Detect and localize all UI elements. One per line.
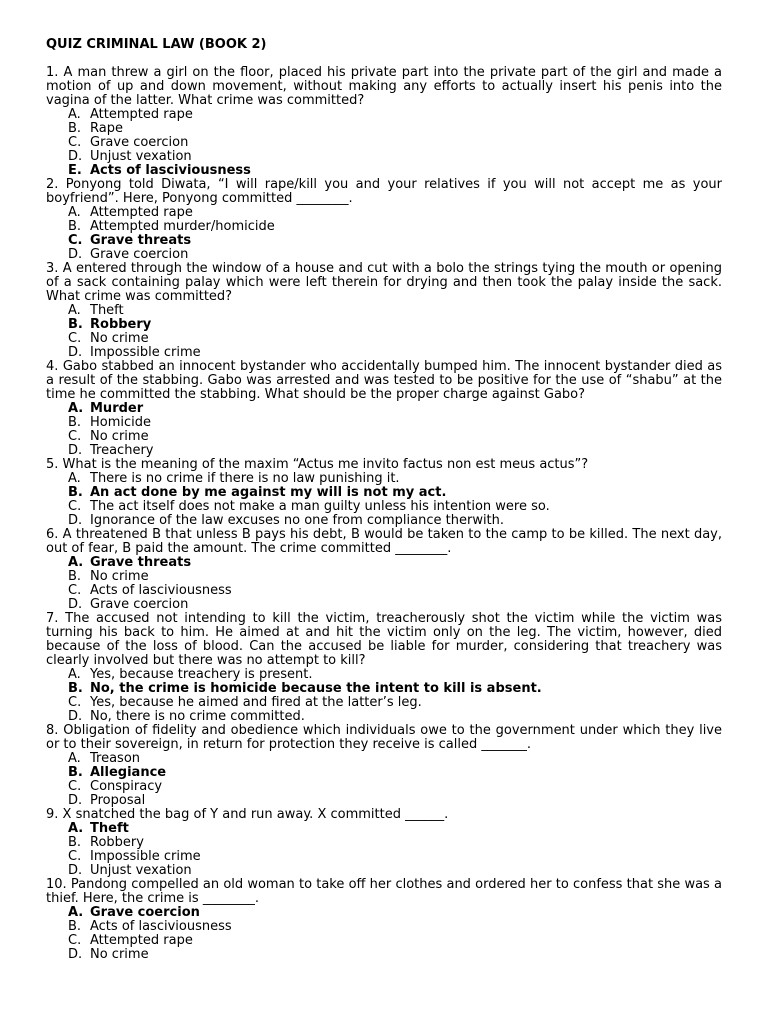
- answer-option-correct: [46, 234, 722, 248]
- answer-option: [46, 780, 722, 794]
- option-text: Acts of lasciviousness: [90, 163, 251, 178]
- answer-option: [46, 304, 722, 318]
- option-text: No crime: [90, 947, 149, 962]
- option-text: Attempted rape: [90, 205, 193, 220]
- option-letter: A.: [68, 905, 84, 920]
- option-text: Attempted rape: [90, 107, 193, 122]
- answer-option: [46, 220, 722, 234]
- option-text: Acts of lasciviousness: [90, 919, 232, 934]
- answer-options: [46, 556, 722, 612]
- answer-option: [46, 136, 722, 150]
- answer-option: [46, 948, 722, 962]
- answer-options: [46, 752, 722, 808]
- answer-options: [46, 304, 722, 360]
- option-text: Impossible crime: [90, 345, 201, 360]
- option-text: There is no crime if there is no law punishing it.: [90, 471, 400, 486]
- answer-options: [46, 472, 722, 528]
- answer-option: [46, 696, 722, 710]
- answer-option: [46, 108, 722, 122]
- option-letter: D.: [68, 513, 83, 528]
- answer-option: [46, 934, 722, 948]
- answer-options: [46, 668, 722, 724]
- option-letter: D.: [68, 443, 83, 458]
- option-text: Grave threats: [90, 233, 192, 248]
- option-text: Proposal: [90, 793, 146, 808]
- question-block: [46, 528, 722, 612]
- option-text: Grave coercion: [90, 597, 189, 612]
- option-letter: D.: [68, 247, 83, 262]
- question-block: [46, 66, 722, 178]
- question-block: [46, 808, 722, 878]
- answer-option-correct: [46, 486, 722, 500]
- option-text: Grave coercion: [90, 905, 200, 920]
- option-text: Grave coercion: [90, 247, 189, 262]
- option-letter: B.: [68, 219, 82, 234]
- answer-option-correct: [46, 164, 722, 178]
- answer-option: [46, 850, 722, 864]
- option-letter: B.: [68, 415, 82, 430]
- question-text: 3. A entered through the window of a house and cut with a bolo the strings tying the mouth or opening of a sack containing palay which were left therein for drying and then took the palay inside the sack. What crime was committed?: [46, 261, 722, 304]
- answer-option-correct: [46, 402, 722, 416]
- option-text: Allegiance: [90, 765, 167, 780]
- option-text: Yes, because he aimed and fired at the latter’s leg.: [90, 695, 422, 710]
- answer-option: [46, 920, 722, 934]
- option-letter: B.: [68, 765, 83, 780]
- option-letter: C.: [68, 583, 82, 598]
- question-text: 4. Gabo stabbed an innocent bystander who accidentally bumped him. The innocent bystander died as a result of the stabbing. Gabo was arrested and was tested to be positive for the use of “shabu” at the time he committed the stabbing. What should be the proper charge against Gabo?: [46, 359, 722, 402]
- answer-option: [46, 710, 722, 724]
- answer-option: [46, 416, 722, 430]
- answer-options: [46, 822, 722, 878]
- question-block: [46, 178, 722, 262]
- answer-option-correct: [46, 906, 722, 920]
- option-text: Unjust vexation: [90, 149, 192, 164]
- option-letter: D.: [68, 345, 83, 360]
- option-letter: B.: [68, 317, 83, 332]
- option-letter: A.: [68, 401, 84, 416]
- answer-option: [46, 248, 722, 262]
- answer-options: [46, 108, 722, 178]
- question-text: 5. What is the meaning of the maxim “Actus me invito factus non est meus actus”?: [46, 457, 589, 472]
- answer-option: [46, 472, 722, 486]
- answer-option: [46, 150, 722, 164]
- question-block: [46, 878, 722, 962]
- option-letter: C.: [68, 849, 82, 864]
- page-title: QUIZ CRIMINAL LAW (BOOK 2): [46, 37, 267, 52]
- option-text: An act done by me against my will is not my act.: [90, 485, 447, 500]
- option-text: Rape: [90, 121, 123, 136]
- option-text: Grave coercion: [90, 135, 189, 150]
- option-letter: D.: [68, 709, 83, 724]
- question-block: [46, 724, 722, 808]
- answer-option: [46, 864, 722, 878]
- option-text: No crime: [90, 569, 149, 584]
- option-text: Treachery: [90, 443, 154, 458]
- option-letter: A.: [68, 555, 84, 570]
- option-text: Homicide: [90, 415, 152, 430]
- answer-option-correct: [46, 822, 722, 836]
- option-letter: B.: [68, 485, 83, 500]
- option-text: No crime: [90, 429, 149, 444]
- option-letter: A.: [68, 303, 81, 318]
- answer-options: [46, 906, 722, 962]
- answer-option: [46, 584, 722, 598]
- question-block: [46, 612, 722, 724]
- option-text: Theft: [90, 821, 129, 836]
- answer-option: [46, 668, 722, 682]
- option-letter: C.: [68, 499, 82, 514]
- option-letter: C.: [68, 695, 82, 710]
- answer-option-correct: [46, 766, 722, 780]
- answer-option: [46, 752, 722, 766]
- answer-options: [46, 206, 722, 262]
- option-letter: B.: [68, 835, 82, 850]
- answer-options: [46, 402, 722, 458]
- option-letter: C.: [68, 135, 82, 150]
- answer-option: [46, 836, 722, 850]
- answer-option: [46, 122, 722, 136]
- question-block: [46, 458, 722, 528]
- option-letter: B.: [68, 919, 82, 934]
- option-text: Ignorance of the law excuses no one from compliance therwith.: [90, 513, 505, 528]
- option-text: Attempted murder/homicide: [90, 219, 275, 234]
- answer-option: [46, 500, 722, 514]
- option-letter: B.: [68, 569, 82, 584]
- option-text: Unjust vexation: [90, 863, 192, 878]
- option-letter: D.: [68, 149, 83, 164]
- option-text: No crime: [90, 331, 149, 346]
- option-text: Treason: [90, 751, 141, 766]
- answer-option: [46, 206, 722, 220]
- question-block: [46, 360, 722, 458]
- option-text: Attempted rape: [90, 933, 193, 948]
- question-text: 2. Ponyong told Diwata, “I will rape/kill you and your relatives if you will not accept me as your boyfriend”. Here, Ponyong committed ________.: [46, 177, 722, 206]
- option-letter: A.: [68, 471, 81, 486]
- answer-option: [46, 514, 722, 528]
- option-text: Impossible crime: [90, 849, 201, 864]
- option-letter: A.: [68, 751, 81, 766]
- question-list: [46, 66, 722, 962]
- option-text: Robbery: [90, 317, 152, 332]
- question-text: 8. Obligation of fidelity and obedience which individuals owe to the government under which they live or to their sovereign, in return for protection they receive is called _______.: [46, 723, 722, 752]
- answer-option: [46, 598, 722, 612]
- option-letter: C.: [68, 779, 82, 794]
- answer-option: [46, 570, 722, 584]
- option-text: No, there is no crime committed.: [90, 709, 305, 724]
- answer-option-correct: [46, 318, 722, 332]
- option-letter: C.: [68, 331, 82, 346]
- question-block: [46, 262, 722, 360]
- option-letter: B.: [68, 121, 82, 136]
- option-letter: D.: [68, 793, 83, 808]
- answer-option: [46, 430, 722, 444]
- option-letter: E.: [68, 163, 82, 178]
- option-letter: C.: [68, 933, 82, 948]
- answer-option: [46, 444, 722, 458]
- answer-option: [46, 346, 722, 360]
- question-text: 10. Pandong compelled an old woman to take off her clothes and ordered her to confess that she was a thief. Here, the crime is ________.: [46, 877, 722, 906]
- option-letter: A.: [68, 667, 81, 682]
- option-text: Conspiracy: [90, 779, 163, 794]
- option-letter: D.: [68, 597, 83, 612]
- option-letter: D.: [68, 863, 83, 878]
- option-text: Grave threats: [90, 555, 192, 570]
- question-text: 1. A man threw a girl on the floor, placed his private part into the private part of the girl and made a motion of up and down movement, without making any efforts to actually insert his penis into the vagina of the latter. What crime was committed?: [46, 65, 722, 108]
- option-letter: A.: [68, 107, 81, 122]
- answer-option: [46, 332, 722, 346]
- option-letter: D.: [68, 947, 83, 962]
- option-text: Theft: [90, 303, 124, 318]
- question-text: 7. The accused not intending to kill the victim, treacherously shot the victim while the victim was turning his back to him. He aimed at and hit the victim only on the leg. The victim, however, died because of the loss of blood. Can the accused be liable for murder, considering that treachery was clearly involved but there was no attempt to kill?: [46, 611, 722, 668]
- option-text: No, the crime is homicide because the intent to kill is absent.: [90, 681, 542, 696]
- option-letter: A.: [68, 205, 81, 220]
- question-text: 6. A threatened B that unless B pays his debt, B would be taken to the camp to be killed. The next day, out of fear, B paid the amount. The crime committed ________.: [46, 527, 722, 556]
- option-letter: C.: [68, 429, 82, 444]
- option-text: The act itself does not make a man guilty unless his intention were so.: [90, 499, 550, 514]
- option-letter: C.: [68, 233, 83, 248]
- option-letter: A.: [68, 821, 84, 836]
- option-text: Robbery: [90, 835, 144, 850]
- question-text: 9. X snatched the bag of Y and run away. X committed ______.: [46, 807, 449, 822]
- option-text: Yes, because treachery is present.: [90, 667, 313, 682]
- option-text: Murder: [90, 401, 144, 416]
- option-letter: B.: [68, 681, 83, 696]
- answer-option: [46, 794, 722, 808]
- option-text: Acts of lasciviousness: [90, 583, 232, 598]
- answer-option-correct: [46, 556, 722, 570]
- answer-option-correct: [46, 682, 722, 696]
